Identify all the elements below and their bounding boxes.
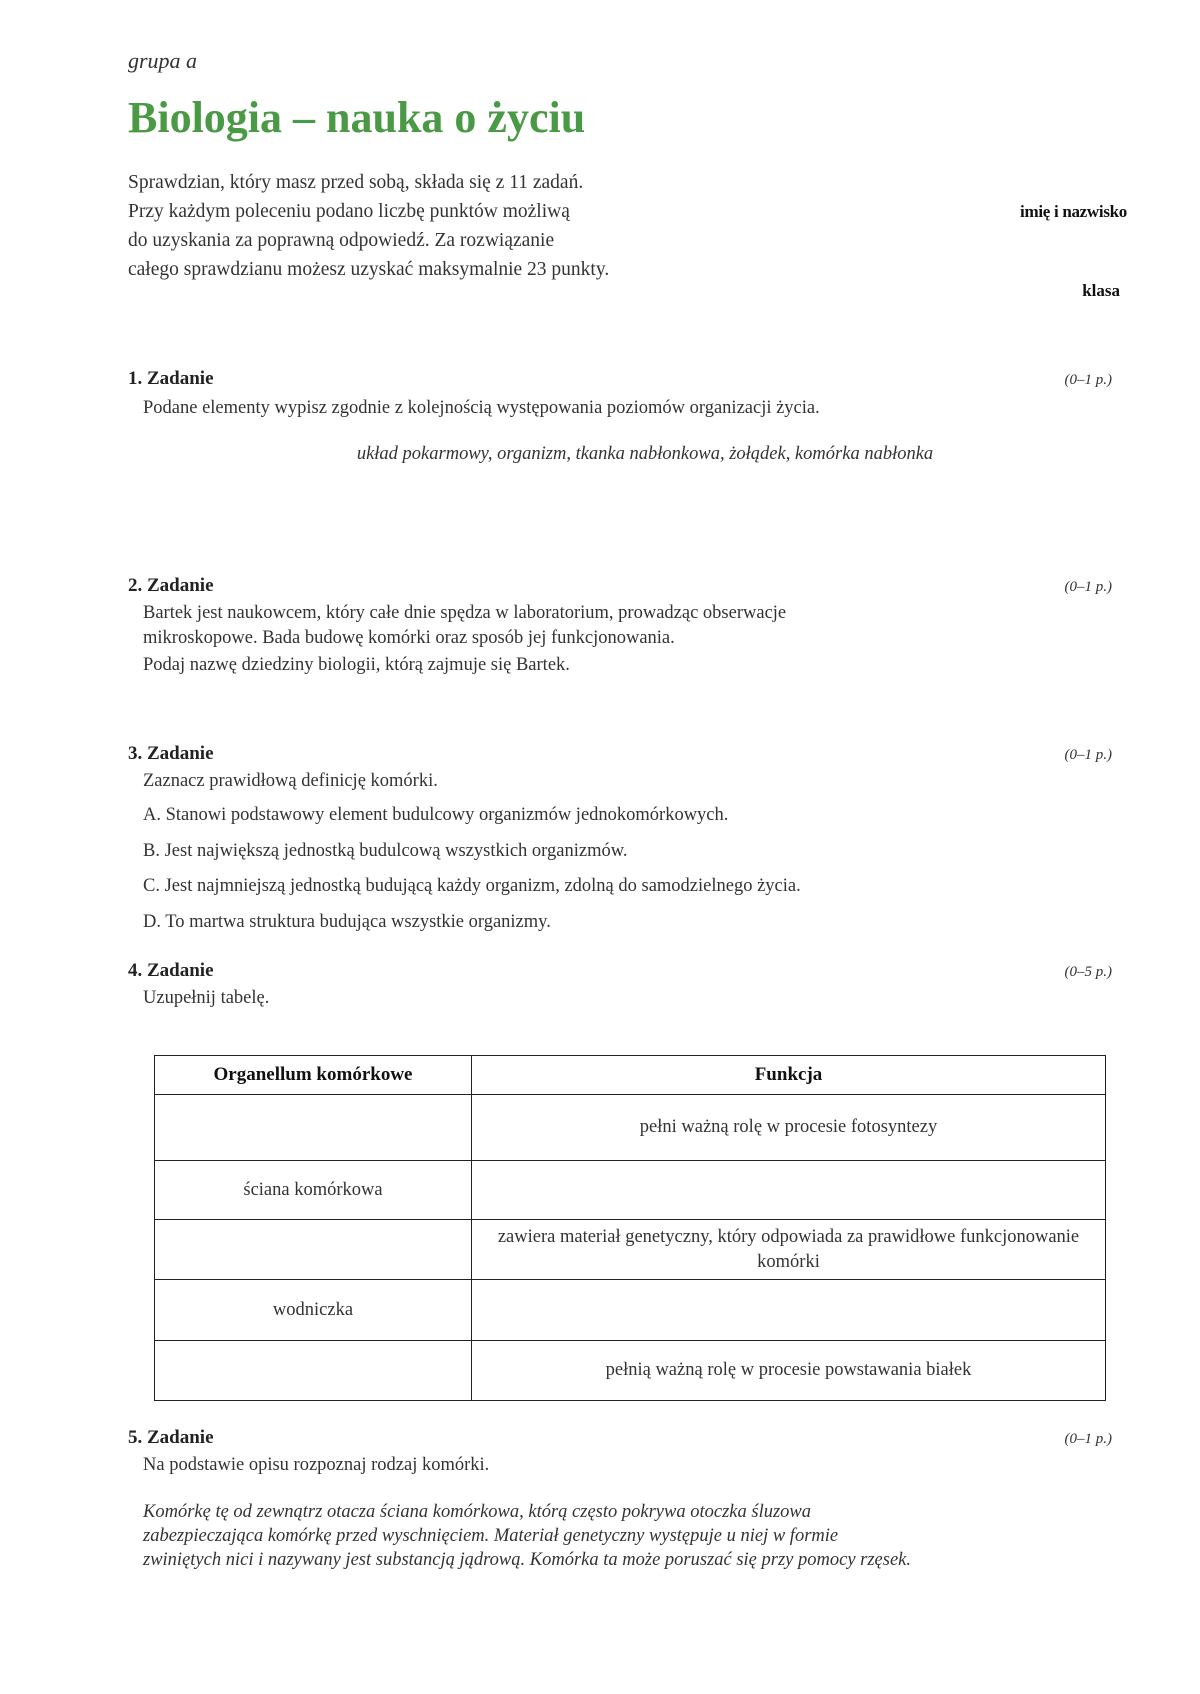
table-row <box>155 1095 1106 1161</box>
page-title: Biologia – nauka o życiu <box>128 93 586 142</box>
task-5-description <box>143 1500 911 1572</box>
task-5-title: 5. Zadanie <box>128 1427 214 1448</box>
task-1-points: (0–1 p.) <box>1064 372 1112 388</box>
organelle-cell[interactable] <box>155 1341 472 1401</box>
task-3-instruction: Zaznacz prawidłową definicję komórki. <box>143 771 438 791</box>
function-cell: pełni ważną rolę w procesie fotosyntezy <box>472 1095 1106 1161</box>
intro-text <box>128 168 609 284</box>
column-header-organelle: Organellum komórkowe <box>155 1056 472 1095</box>
task-2-text-line: mikroskopowe. Bada budowę komórki oraz sposób jej funkcjonowania. <box>143 628 675 648</box>
task-4-points: (0–5 p.) <box>1064 964 1112 980</box>
intro-line: Sprawdzian, który masz przed sobą, składa się z 11 zadań. <box>128 172 584 193</box>
description-line: zabezpieczająca komórkę przed wyschnięciem. Materiał genetyczny występuje u niej w formie <box>143 1526 839 1546</box>
organelle-cell: wodniczka <box>155 1280 472 1341</box>
task-1-instruction: Podane elementy wypisz zgodnie z kolejnością występowania poziomów organizacji życia. <box>143 398 820 418</box>
table-header-row <box>155 1056 1106 1095</box>
function-cell[interactable] <box>472 1161 1106 1220</box>
task-1-title: 1. Zadanie <box>128 368 214 389</box>
task-4-title: 4. Zadanie <box>128 960 214 981</box>
task-3-option-c[interactable]: C. Jest najmniejszą jednostką budującą każdy organizm, zdolną do samodzielnego życia. <box>143 876 801 896</box>
intro-line: do uzyskania za poprawną odpowiedź. Za rozwiązanie <box>128 230 555 251</box>
column-header-function: Funkcja <box>472 1056 1106 1095</box>
organelle-table <box>154 1055 1106 1401</box>
task-5-instruction: Na podstawie opisu rozpoznaj rodzaj komórki. <box>143 1455 490 1475</box>
student-name-label: imię i nazwisko <box>1020 202 1127 221</box>
task-3-option-b[interactable]: B. Jest największą jednostką budulcową wszystkich organizmów. <box>143 841 628 861</box>
task-3-option-a[interactable]: A. Stanowi podstawowy element budulcowy organizmów jednokomórkowych. <box>143 805 729 825</box>
group-label: grupa a <box>128 48 198 73</box>
function-cell[interactable] <box>472 1280 1106 1341</box>
task-3-option-d[interactable]: D. To martwa struktura budująca wszystkie organizmy. <box>143 912 551 932</box>
function-cell: pełnią ważną rolę w procesie powstawania białek <box>472 1341 1106 1401</box>
task-4-instruction: Uzupełnij tabelę. <box>143 988 270 1008</box>
task-2-title: 2. Zadanie <box>128 575 214 596</box>
task-2-question: Podaj nazwę dziedziny biologii, którą zajmuje się Bartek. <box>143 655 570 675</box>
intro-line: Przy każdym poleceniu podano liczbę punktów możliwą <box>128 201 570 222</box>
task-2-points: (0–1 p.) <box>1064 579 1112 595</box>
task-3-title: 3. Zadanie <box>128 743 214 764</box>
organelle-cell[interactable] <box>155 1095 472 1161</box>
task-1-items: układ pokarmowy, organizm, tkanka nabłonkowa, żołądek, komórka nabłonka <box>356 444 934 464</box>
task-5-points: (0–1 p.) <box>1064 1431 1112 1447</box>
organelle-cell[interactable] <box>155 1220 472 1280</box>
task-2-text-line: Bartek jest naukowcem, który całe dnie spędza w laboratorium, prowadząc obserwacje <box>143 603 787 623</box>
table-row <box>155 1220 1106 1280</box>
student-class-label: klasa <box>1082 281 1120 300</box>
description-line: Komórkę tę od zewnątrz otacza ściana komórkowa, którą często pokrywa otoczka śluzowa <box>143 1502 811 1522</box>
table-row <box>155 1280 1106 1341</box>
task-3-points: (0–1 p.) <box>1064 747 1112 763</box>
description-line: zwiniętych nici i nazywany jest substancją jądrową. Komórka ta może poruszać się przy pomocy rzęsek. <box>143 1550 912 1570</box>
intro-line: całego sprawdzianu możesz uzyskać maksymalnie 23 punkty. <box>128 259 610 280</box>
table-row <box>155 1341 1106 1401</box>
organelle-cell: ściana komórkowa <box>155 1161 472 1220</box>
table-row <box>155 1161 1106 1220</box>
function-cell: zawiera materiał genetyczny, który odpowiada za prawidłowe funkcjonowanie komórki <box>472 1220 1106 1280</box>
